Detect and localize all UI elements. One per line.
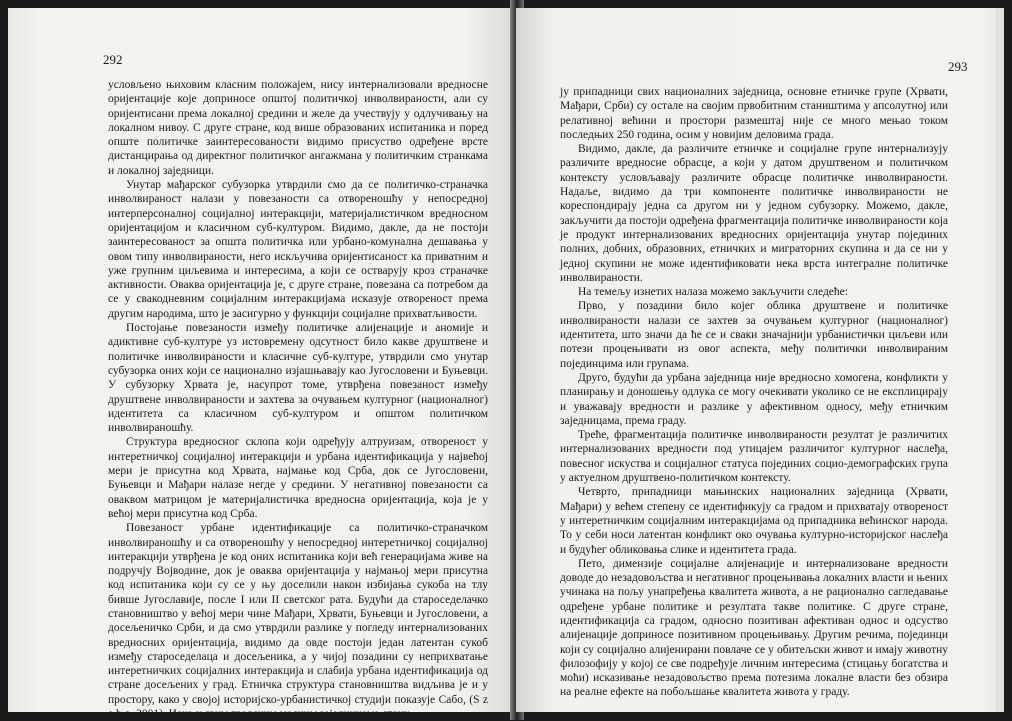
paragraph: Пето, димензије социјалне алијенације и интернализоване вредности доводе до незадовољства и негативног процењивања локалних власти и њених учинака на пољу унапређења квалитета живота, а не рационално сагледавање одређене урбане политике и резултата такве политике. С друге стране, идентификација са градом, односно позитиван афективан однос и одсуство алијенације доприносе позитивном процењивању. Другим речима, појединци који су социјално алијенирани повлаче се у обитељски живот и имају животну филозофију у којој се све подређује личним интересима (стицању богатства и моћи) исказивање незадовољство према потезима локалне власти без обзира на реалне ефекте на побољшање квалитета живота у граду. — [560, 557, 948, 699]
right-page — [516, 8, 1004, 712]
paragraph: ју припадници свих националних заједница, основне етничке групе (Хрвати, Мађари, Срби) су остале на својим првобитним стаништима у апсолутној или релативној већини и простори размештај није се много мењао током последњих 250 година, осим у новијим деловима града. — [560, 86, 948, 141]
paragraph: Постојање повезаности између политичке алијенације и аномије и адиктивне суб-културе уз истовремену одсутност било какве друштвене и политичке инволвираности и класичне суб-културе, утврдили смо унутар субузорка оних који се национално изјашњавају као Југословени и Буњевци. У субузорку Хрвата је, насупрот томе, утврђена повезаност између друштвене инволвираности и захтева за очувањем културног (националног) идентитета са класичном суб-културом и општом политичком инволвираношћу. — [108, 322, 488, 435]
left-page — [8, 8, 514, 721]
paragraph: Повезаност урбане идентификације са политичко-страначком инволвираношћу и са отвореношћу у непосредној интеретничкој социјалној интеракцији утврђена је код оних испитаника који већ генерацијама живе на подручју Војводине, док је оваква оријентација у најмањој мери присутна код испитаника који су се у њу доселили након избијања сукоба на тлу бивше Југославије, после I или II светског рата. Будући да староседелачко становништво у већој мери чине Мађари, Хрвати, Буњевци и Југословени, а досељеничко Срби, и да смо утврдили разлике у погледу интернализованих вредносних оријентација, видимо да овде постоји један латентан сукоб између староседелаца и досељеника, а у чијој позадини су неприхватање интеретничких социјалних интеракција и слабија урбана идентификација од стране досељених у град. Етничка структура становништва видљива је и у простору, како у својој историјско-урбанистичкој студији показује Сабо, (S z a b o, 2001). Иако у свим градским месним заједницама стану- — [108, 522, 488, 721]
paragraph: Четврто, припадници мањинских националних заједница (Хрвати, Мађари) у већем степену се идентификују са градом и прихватају отвореност у интеретничким социјалним интеракцијама од припадника већинског народа. То у себи носи латентан конфликт око очувања културно-историјског наслеђа и будућег обликовања слике и идентитета града. — [560, 486, 948, 556]
page-number-right: 293 — [948, 59, 968, 74]
paragraph: условљено њиховим класним положајем, нису интернализовали вредносне оријентације које доприносе општој политичкој инволвираности, али су оријентисани према локалној средини и желе да учествују у одлучивању на локалном нивоу. С друге стране, код више образованих испитаника и поред опште политичке заинтересованости видимо присуство одређене врсте дистанцирања од директног политичког ангажмана у политичким странкама и локалној заједници. — [108, 79, 488, 177]
paragraph: Унутар мађарског субузорка утврдили смо да се политичко-страначка инволвираност налази у повезаности са отвореношћу у непосредној интерперсоналној социјалној интеракцији, материјалистичком вредносном оријентацијом и класичном суб-културом. Видимо, дакле, да не постоји заинтересованост за општа политичка или урбано-комунална дешавања у овом типу инволвираности, него искључива оријентисаност ка приватним и уже групним циљевима и интересима, а који се остварују кроз страначке активности. Оваква оријентација је, с друге стране, повезана са потребом да се у свакодневним социјалним интеракцијама исказује отвореност према другим народима, што је засигурно у функцији социјалне прихватљивости. — [108, 179, 488, 320]
paragraph: Видимо, дакле, да различите етничке и социјалне групе интернализују различите вредносне обрасце, а који у датом друштвеном и политичком контексту условљавају различите обрасце политичке инволвираности. Надаље, видимо да три компоненте политичке инволвираности не кореспондирају једна са другом ни у једном субузорку. Можемо, дакле, закључити да постоји одређена фрагментација политичке инволвираности која је продукт интернализованих вредносних оријентација унутар појединих полних, добних, образовних, етничких и миграторних скупина и да се ни у једној скупини не може идентификовати нека врста интегралне политичке инволвираности. — [560, 143, 948, 284]
paragraph: На темељу изнетих налаза можемо закључити следеће: — [578, 286, 848, 299]
paragraph: Друго, будући да урбана заједница није вредносно хомогена, конфликти у планирању и доношењу одлука се могу очекивати уколико се не експлицирају и уважавају вредности и разлике у афективном односу, међу етничким заједницама, према граду. — [560, 371, 948, 427]
left-page-body — [108, 78, 488, 721]
right-page-body — [560, 85, 948, 700]
paragraph: Прво, у позадини било којег облика друштвене и политичке инволвираности налази се захтев за очувањем културног (националног) идентитета, што значи да ће се и сваки значајнији урбанистички циљеви или потези процењивати из овог аспекта, међу политички инволвираним појединцима или групама. — [560, 300, 948, 370]
page-edge — [996, 8, 1004, 712]
page-number-left: 292 — [103, 52, 123, 67]
paragraph: Структура вредносног склопа који одређују алтруизам, отвореност у интеретничкој социјалној интеракцији и урбана идентификација у највећој мери је присутна код Хрвата, најмање код Срба, док се Југословени, Буњевци и Мађари налазе негде у средини. У негативној повезаности са оваквом матрицом је материјалистичка вредносна оријентација, која је у већој мери присутна код Срба. — [108, 436, 488, 520]
paragraph: Треће, фрагментација политичке инволвираности резултат је различитих интернализованих вредности под утицајем различитог културног наслеђа, повесног искуства и социјалног статуса појединих социо-демографских група у актуелном друштвено-политичком контексту. — [560, 429, 948, 485]
